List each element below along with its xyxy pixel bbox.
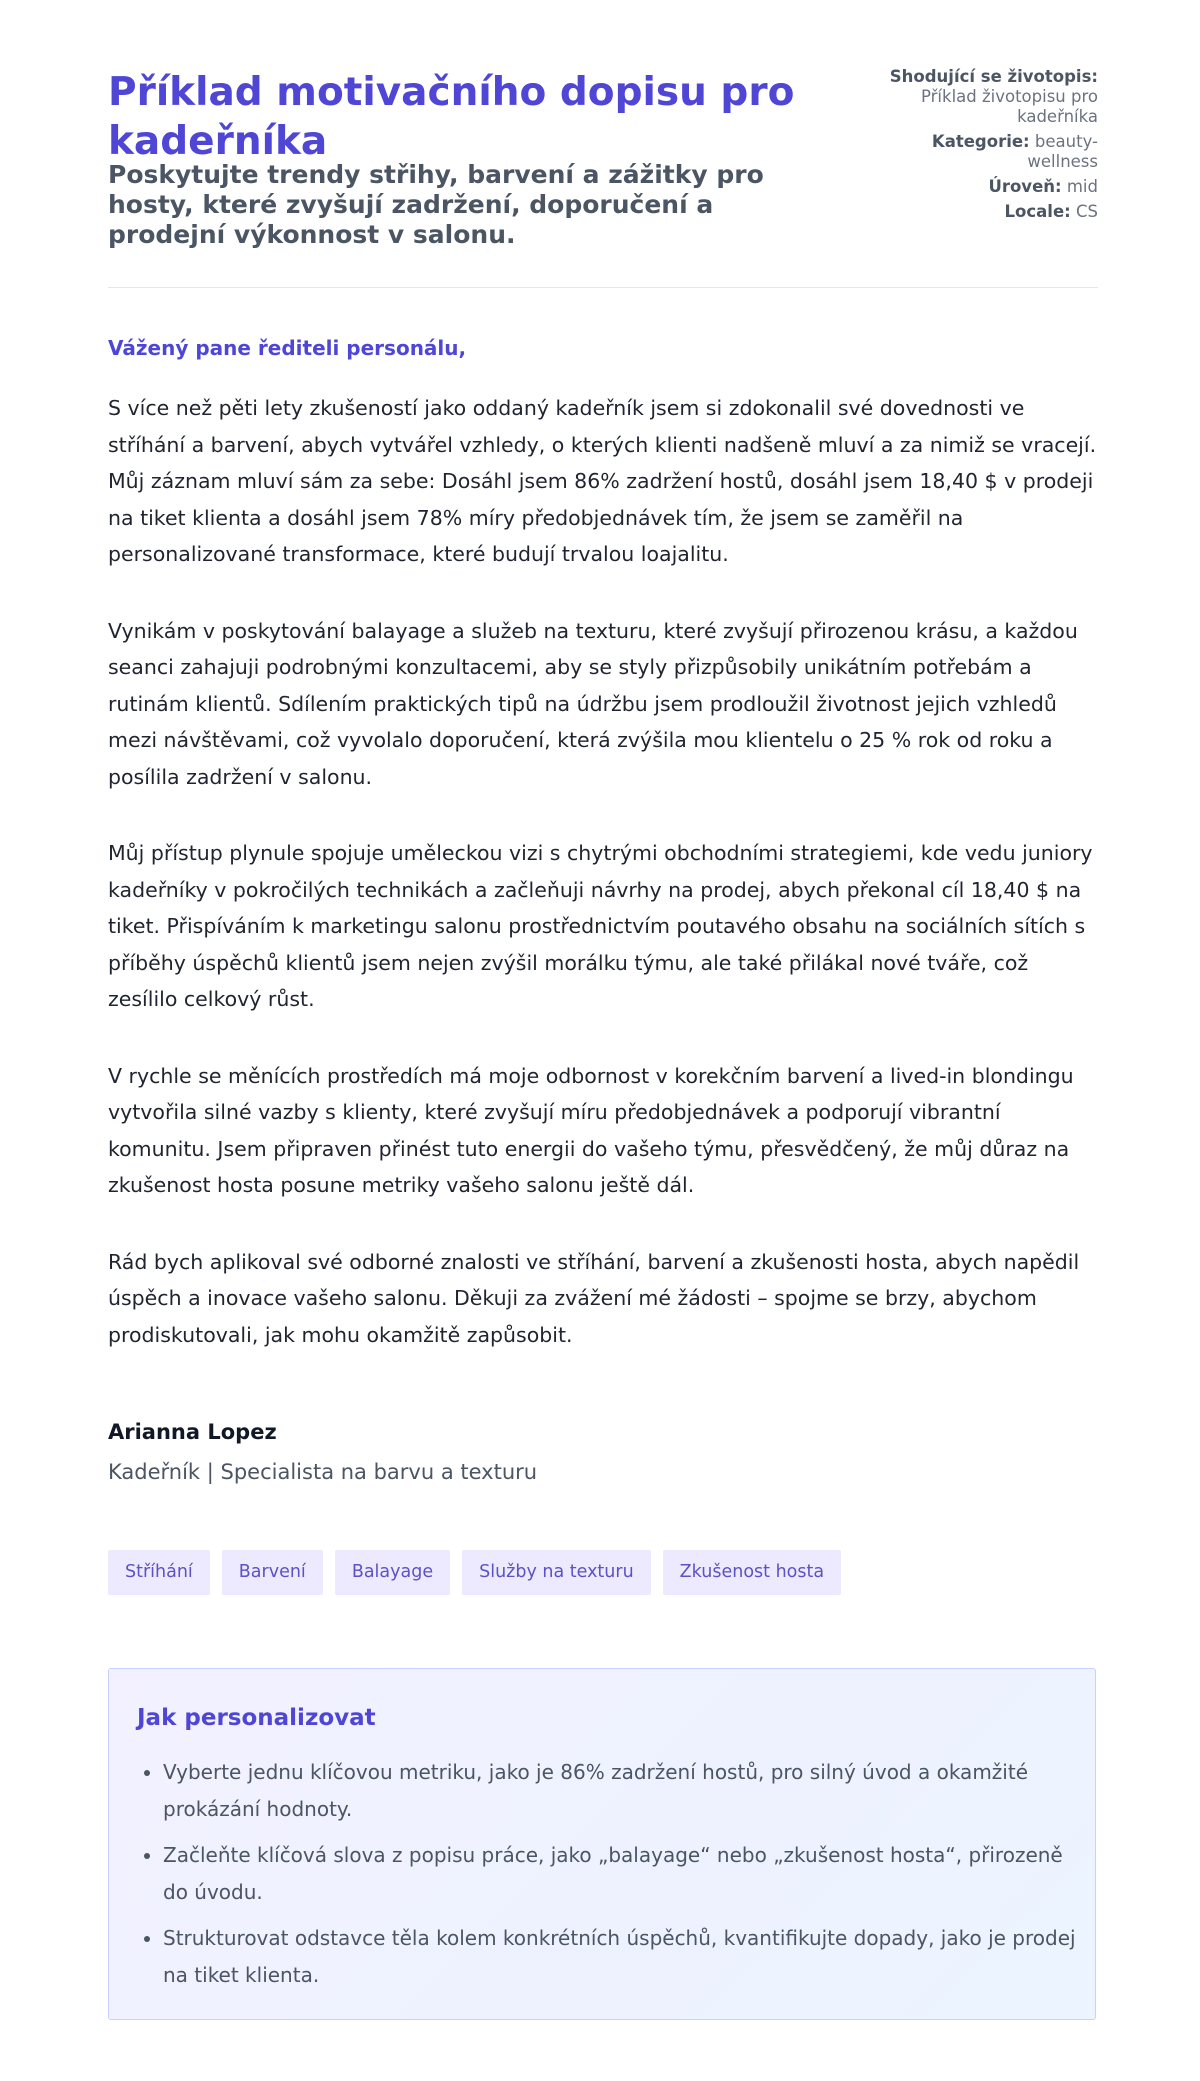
- meta-resume-label: Shodující se životopis:: [889, 67, 1098, 86]
- skill-tag: Stříhání: [108, 1550, 210, 1595]
- meta-resume: [878, 67, 1098, 127]
- meta-level-label: Úroveň:: [988, 177, 1062, 196]
- tips-title: Jak personalizovat: [137, 1705, 376, 1731]
- meta-locale-label: Locale:: [1004, 202, 1071, 221]
- letter-paragraph: Můj přístup plynule spojuje uměleckou vizi s chytrými obchodními strategiemi, kde vedu juniory kadeřníky v pokročilých technikách a začleňuji návrhy na prodej, abych překonal cíl 18,40 $ na tiket. Přispíváním k marketingu salonu prostřednictvím poutavého obsahu na sociálních sítích s příběhy úspěchů klientů jsem nejen zvýšil morálku týmu, ale také přilákal nové tváře, což zesílilo celkový růst.: [108, 841, 1093, 1011]
- page-header: [108, 0, 1098, 288]
- meta-panel: [878, 67, 1098, 227]
- tip-item: • Vyberte jednu klíčovou metriku, jako je 86% zadržení hostů, pro silný úvod a okamžité prokázání hodnoty.: [163, 1754, 1083, 1827]
- tips-list: [137, 1754, 1083, 2003]
- tip-item: • Strukturovat odstavce těla kolem konkrétních úspěchů, kvantifikujte dopady, jako je prodej na tiket klienta.: [163, 1920, 1083, 1993]
- personalization-tips-box: [108, 1668, 1096, 2020]
- letter-body: [108, 390, 1098, 1393]
- signer-name: Arianna Lopez: [108, 1420, 277, 1444]
- meta-level-value: mid: [1066, 177, 1098, 196]
- cover-letter-page: [108, 0, 1098, 1987]
- meta-category-label: Kategorie:: [931, 132, 1030, 151]
- page-title: Příklad motivačního dopisu pro kadeřníka: [108, 70, 795, 164]
- meta-resume-value: Příklad životopisu pro kadeřníka: [920, 87, 1098, 126]
- skill-tag: Služby na texturu: [462, 1550, 651, 1595]
- letter-paragraph: V rychle se měnících prostředích má moje odbornost v korekčním barvení a lived-in blondingu vytvořila silné vazby s klienty, které zvyšují míru předobjednávek a podporují vibrantní komunitu. Jsem připraven přinést tuto energii do vašeho týmu, přesvědčený, že můj důraz na zkušenost hosta posune metriky vašeho salonu ještě dál.: [108, 1063, 1074, 1197]
- meta-level: [878, 177, 1098, 197]
- page-subtitle: Poskytujte trendy střihy, barvení a zážitky pro hosty, které zvyšují zadržení, doporučení a prodejní výkonnost v salonu.: [108, 160, 764, 249]
- skill-tag: Barvení: [222, 1550, 323, 1595]
- meta-locale: [878, 202, 1098, 222]
- letter-paragraph: S více než pěti lety zkušeností jako oddaný kadeřník jsem si zdokonalil své dovednosti ve stříhání a barvení, abych vytvářel vzhledy, o kterých klienti nadšeně mluví a za nimiž se vracejí. Můj záznam mluví sám za sebe: Dosáhl jsem 86% zadržení hostů, dosáhl jsem 18,40 $ v prodeji na tiket klienta a dosáhl jsem 78% míry předobjednávek tím, že jsem se zaměřil na personalizované transformace, které budují trvalou loajalitu.: [108, 396, 1097, 566]
- meta-category-value: beauty-wellness: [1027, 132, 1098, 171]
- signer-role: Kadeřník | Specialista na barvu a texturu: [108, 1460, 538, 1484]
- letter-greeting: Vážený pane řediteli personálu,: [108, 336, 467, 360]
- meta-locale-value: CS: [1076, 202, 1098, 221]
- meta-category: [878, 132, 1098, 172]
- tip-item: • Začleňte klíčová slova z popisu práce, jako „balayage“ nebo „zkušenost hosta“, přirozeně do úvodu.: [163, 1837, 1083, 1910]
- skill-tags: [108, 1550, 841, 1595]
- skill-tag: Zkušenost hosta: [663, 1550, 841, 1595]
- letter-paragraph: Rád bych aplikoval své odborné znalosti ve stříhání, barvení a zkušenosti hosta, abych napědil úspěch a inovace vašeho salonu. Děkuji za zvážení mé žádosti – spojme se brzy, abychom prodiskutovali, jak mohu okamžitě zapůsobit.: [108, 1249, 1080, 1347]
- letter-paragraph: Vynikám v poskytování balayage a služeb na texturu, které zvyšují přirozenou krásu, a každou seanci zahajuji podrobnými konzultacemi, aby se styly přizpůsobily unikátním potřebám a rutinám klientů. Sdílením praktických tipů na údržbu jsem prodloužil životnost jejich vzhledů mezi návštěvami, což vyvolalo doporučení, která zvýšila mou klientelu o 25 % rok od roku a posílila zadržení v salonu.: [108, 618, 1078, 789]
- skill-tag: Balayage: [335, 1550, 450, 1595]
